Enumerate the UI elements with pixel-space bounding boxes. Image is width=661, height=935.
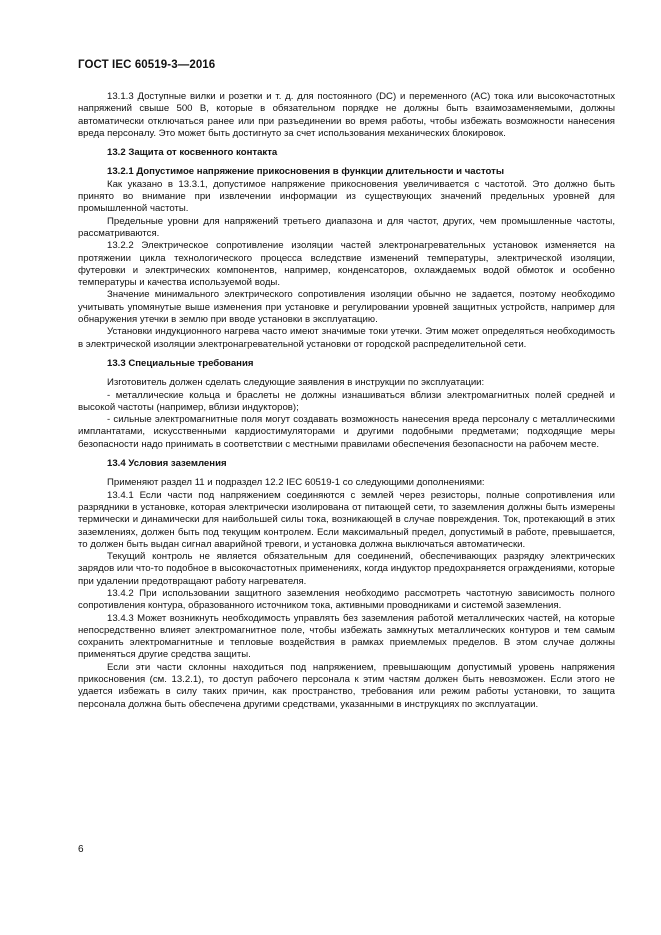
standard-designation: ГОСТ IEC 60519-3—2016 <box>78 59 216 71</box>
paragraph: Применяют раздел 11 и подраздел 12.2 IEC 60519-1 со следующими дополнениями: <box>107 477 485 489</box>
paragraph-13-4-1: 13.4.1 Если части под напряжением соединяются с землей через резисторы, полные сопротивления или разрядники в установке, которая электрически изолирована от питающей сети, то заземления должны быть измерены термически и динамически для наибольшей силы тока, возникающей в случае повреждения. Ток, протекающий в этих заземлениях, должен быть под текущим контролем. Если максимальный предел, допустимый в работе, превышается, то должен быть выдан сигнал аварийной тревоги, и установка должна выключаться автоматически. <box>78 489 615 550</box>
paragraph: Если эти части склонны находиться под напряжением, превышающим допустимый уровень напряжения прикосновения (см. 13.2.1), то доступ рабочего персонала к этим частям должен быть невозможен. Если этого не удается избежать в силу таких причин, как пространство, требования или режим работы установки, то защита персонала должна быть обеспечена другими средствами, указанными в инструкциях по эксплуатации. <box>78 661 615 710</box>
document-body <box>78 91 615 711</box>
paragraph: Значение минимального электрического сопротивления изоляции обычно не задается, поэтому необходимо учитывать упомянутые выше изменения при установке и регулировании уровней защитных устройств, например для обнаружения утечки в землю при вводе установки в эксплуатацию. <box>78 289 615 326</box>
section-heading-13-4: 13.4 Условия заземления <box>107 458 227 470</box>
subsection-heading-13-2-1: 13.2.1 Допустимое напряжение прикосновения в функции длительности и частоты <box>107 166 505 178</box>
page-number: 6 <box>78 844 84 855</box>
paragraph: Текущий контроль не является обязательным для соединений, обеспечивающих разрядку электрических зарядов или что-то подобное в высокочастотных применениях, когда индуктор предохраняется ограждениями, которые при удалении предотвращают работу нагревателя. <box>78 551 615 587</box>
paragraph: Предельные уровни для напряжений третьего диапазона и для частот, других, чем промышленные частоты, рассматриваются. <box>78 215 615 239</box>
section-heading-13-3: 13.3 Специальные требования <box>107 357 254 369</box>
paragraph-13-2-2: 13.2.2 Электрическое сопротивление изоляции частей электронагревательных установок изменяется на протяжении цикла технологического процесса вследствие изменений температуры, электрической изоляции, футеровки и электрических компонентов, например, конденсаторов, охлаждаемых водой обмоток и особенно температуры и качества используемой воды. <box>78 240 615 289</box>
paragraph-13-4-3: 13.4.3 Может возникнуть необходимость управлять без заземления работой металлических частей, на которые непосредственно влияет электромагнитное поле, чтобы избежать замкнутых металлических контуров и тем самым сохранить электромагнитные и тепловые воздействия в рамках приемлемых пределов. В этом случае должны применяться другие средства защиты. <box>78 612 615 661</box>
paragraph-13-4-2: 13.4.2 При использовании защитного заземления необходимо рассмотреть частотную зависимость полного сопротивления контура, образованного источником тока, активными проводниками и системой заземления. <box>78 587 615 612</box>
paragraph: Установки индукционного нагрева часто имеют значимые токи утечки. Этим может определяться необходимость в электрической изоляции электронагревательной установки от городской распределительной сети. <box>78 326 615 350</box>
paragraph: Как указано в 13.3.1, допустимое напряжение прикосновения увеличивается с частотой. Это должно быть принято во внимание при извлечении информации из существующих значений предельных уровней для промышленной частоты. <box>78 178 615 215</box>
section-heading-13-2: 13.2 Защита от косвенного контакта <box>107 147 278 159</box>
list-item: - сильные электромагнитные поля могут создавать возможность нанесения вреда персоналу с металлическими имплантатами, искусственными кардиостимуляторами и другими подобными предметами; подходящие меры безопасности надо принимать в соответствии с местными правилами обеспечения безопасности на рабочем месте. <box>78 414 615 450</box>
paragraph: Изготовитель должен сделать следующие заявления в инструкции по эксплуатации: <box>107 377 485 389</box>
paragraph-13-1-3: 13.1.3 Доступные вилки и розетки и т. д. для постоянного (DC) и переменного (AC) тока или высокочастотных напряжений свыше 500 В, которые в обязательном порядке не должны быть взаимозаменяемыми, должны автоматически отключаться ранее или при разъединении во время работы, чтобы избежать возможности нанесения вреда персоналу. Это может быть достигнуто за счет использования механических блокировок. <box>78 91 615 139</box>
list-item: - металлические кольца и браслеты не должны изнашиваться вблизи электромагнитных полей средней и высокой частоты (например, вблизи индукторов); <box>78 389 615 413</box>
